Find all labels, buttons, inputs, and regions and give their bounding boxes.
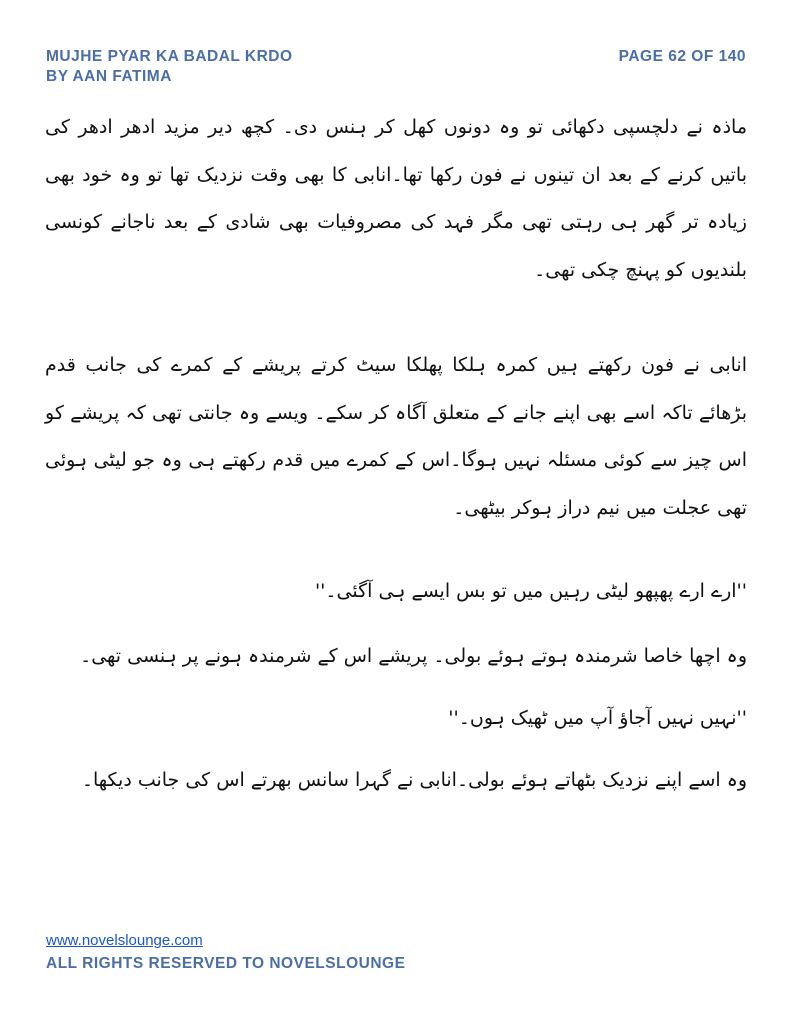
paragraph-2: انابی نے فون رکھتے ہیں کمرہ ہلکا پھلکا سیٹ کرتے پریشے کے کمرے کی جانب قدم بڑھائے تاکہ اسے بھی اپنے جانے کے متعلق آگاہ کر سکے۔ ویسے وہ جانتی تھی کہ پریشے کو اس چیز سے کوئی مسئلہ نہیں ہوگا۔اس کے کمرے میں قدم رکھتے ہی وہ جو لیٹی ہوئی تھی عجلت میں نیم دراز ہوکر بیٹھی۔ <box>45 354 747 519</box>
header-title-block <box>46 47 366 87</box>
story-text <box>45 104 747 805</box>
novel-title: MUJHE PYAR KA BADAL KRDO <box>46 48 293 65</box>
rights-notice: ALL RIGHTS RESERVED TO NOVELSLOUNGE <box>46 955 406 972</box>
author-line: BY AAN FATIMA <box>46 68 172 85</box>
paragraph-3: ''ارے ارے پھپھو لیٹی رہیں میں تو بس ایسے ہی آگئی۔'' <box>314 580 747 602</box>
paragraph-1: ماذہ نے دلچسپی دکھائی تو وہ دونوں کھل کر ہنس دی۔ کچھ دیر مزید ادھر ادھر کی باتیں کرنے کے بعد ان تینوں نے فون رکھا تھا۔انابی کا بھی وقت نزدیک تھا تو وہ خود بھی زیادہ تر گھر ہی رہتی تھی مگر فہد کی مصروفیات بھی شادی کے بعد ناجانے کونسی بلندیوں کو پہنچ چکی تھی۔ <box>45 116 747 281</box>
paragraph-5: ''نہیں نہیں آجاؤ آپ میں ٹھیک ہوں۔'' <box>448 707 747 729</box>
paragraph-6: وہ اسے اپنے نزدیک بٹھاتے ہوئے بولی۔انابی نے گہرا سانس بھرتے اس کی جانب دیکھا۔ <box>81 769 747 791</box>
website-link[interactable]: www.novelslounge.com <box>46 932 203 949</box>
page-number: PAGE 62 OF 140 <box>618 48 746 65</box>
paragraph-4: وہ اچھا خاصا شرمندہ ہوتے ہوئے بولی۔ پریشے اس کے شرمندہ ہونے پر ہنسی تھی۔ <box>80 645 747 667</box>
